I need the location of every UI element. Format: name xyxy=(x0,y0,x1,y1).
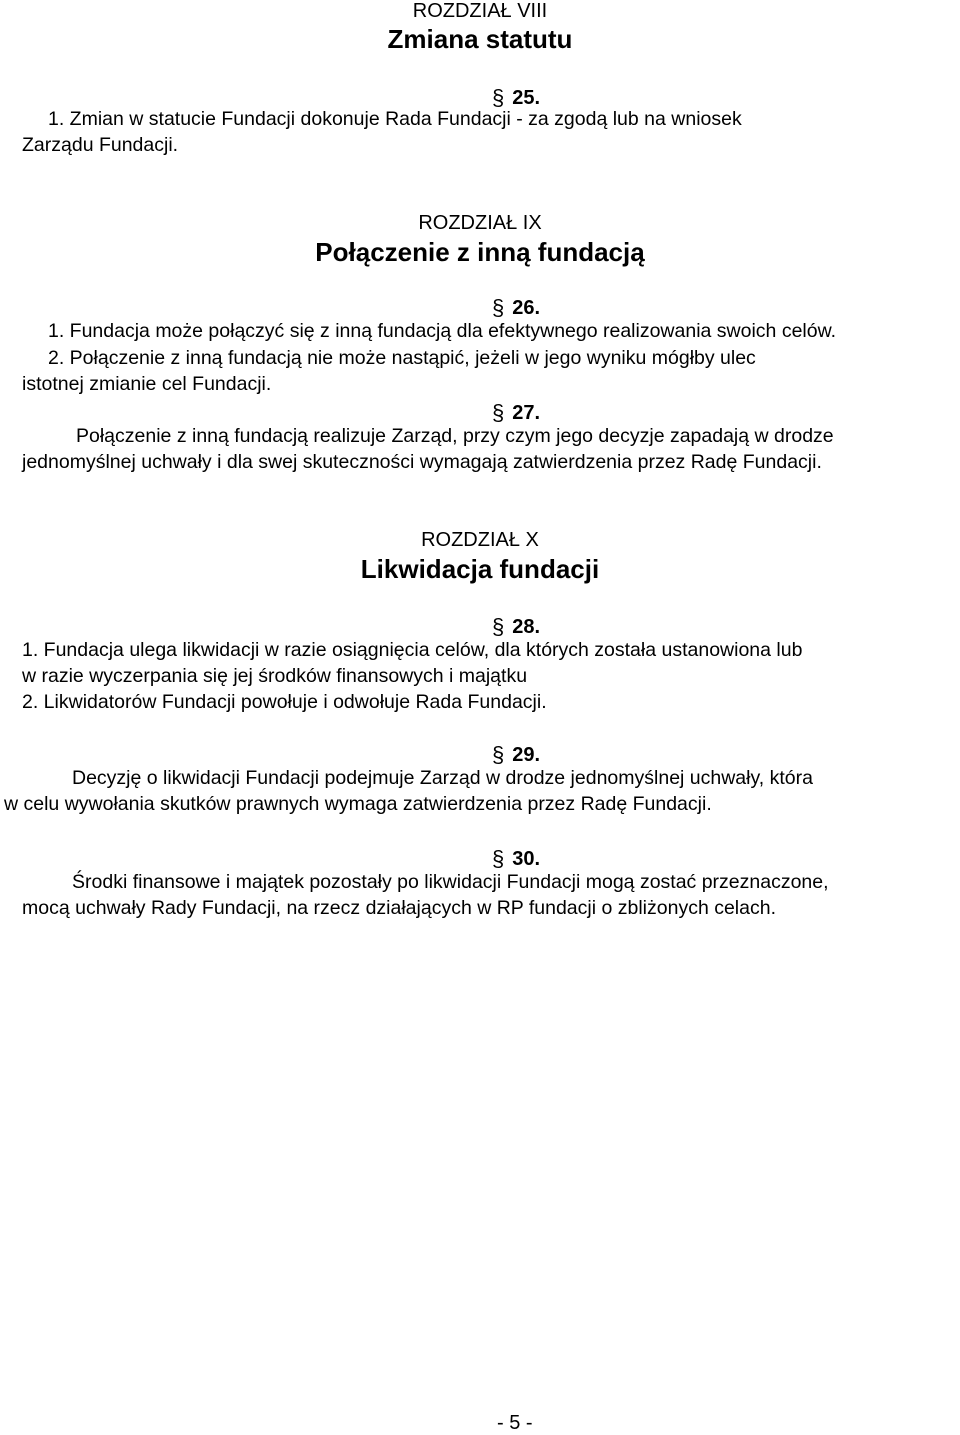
chapter-label: ROZDZIAŁ X xyxy=(421,529,539,551)
section-sign-icon: § xyxy=(492,295,505,320)
section-sign-icon: § xyxy=(492,614,505,639)
chapter-label: ROZDZIAŁ VIII xyxy=(412,0,548,22)
chapter-title: Połączenie z inną fundacją xyxy=(315,237,645,267)
section-heading: § 28. xyxy=(492,614,541,639)
paragraph-line: Połączenie z inną fundacją realizuje Zarząd, przy czym jego decyzje zapadają w drodze xyxy=(76,425,834,447)
section-sign-icon: § xyxy=(492,85,505,110)
paragraph-line: mocą uchwały Rady Fundacji, na rzecz działających w RP fundacji o zbliżonych celach. xyxy=(22,897,776,919)
section-heading: § 25. xyxy=(492,85,541,110)
paragraph-line: istotnej zmianie cel Fundacji. xyxy=(22,373,272,395)
section-heading: § 30. xyxy=(492,846,541,871)
section-sign-icon: § xyxy=(492,742,505,767)
paragraph-line: w razie wyczerpania się jej środków finansowych i majątku xyxy=(22,665,528,687)
paragraph-line: Zarządu Fundacji. xyxy=(22,134,179,156)
chapter-title: Likwidacja fundacji xyxy=(360,554,600,584)
section-heading: § 29. xyxy=(492,742,541,767)
page-number: - 5 - xyxy=(497,1412,533,1434)
paragraph-line: 1. Fundacja ulega likwidacji w razie osiągnięcia celów, dla których została ustanowiona lub xyxy=(22,639,803,661)
section-sign-icon: § xyxy=(492,846,505,871)
section-sign-icon: § xyxy=(492,400,505,425)
paragraph-line: 2. Połączenie z inną fundacją nie może nastąpić, jeżeli w jego wyniku mógłby ulec xyxy=(48,347,756,369)
paragraph-line: Środki finansowe i majątek pozostały po likwidacji Fundacji mogą zostać przeznaczone, xyxy=(72,871,829,893)
paragraph-line: w celu wywołania skutków prawnych wymaga zatwierdzenia przez Radę Fundacji. xyxy=(4,793,712,815)
paragraph-line: jednomyślnej uchwały i dla swej skuteczności wymagają zatwierdzenia przez Radę Fundacji. xyxy=(22,451,822,473)
chapter-title: Zmiana statutu xyxy=(387,24,573,54)
paragraph-line: Decyzję o likwidacji Fundacji podejmuje Zarząd w drodze jednomyślnej uchwały, która xyxy=(72,767,813,789)
section-heading: § 27. xyxy=(492,400,541,425)
paragraph-line: 1. Fundacja może połączyć się z inną fundacją dla efektywnego realizowania swoich celów. xyxy=(48,320,837,342)
section-heading: § 26. xyxy=(492,295,541,320)
paragraph-line: 2. Likwidatorów Fundacji powołuje i odwołuje Rada Fundacji. xyxy=(22,691,547,713)
chapter-label: ROZDZIAŁ IX xyxy=(418,212,542,234)
paragraph-line: 1. Zmian w statucie Fundacji dokonuje Rada Fundacji - za zgodą lub na wniosek xyxy=(48,108,742,130)
